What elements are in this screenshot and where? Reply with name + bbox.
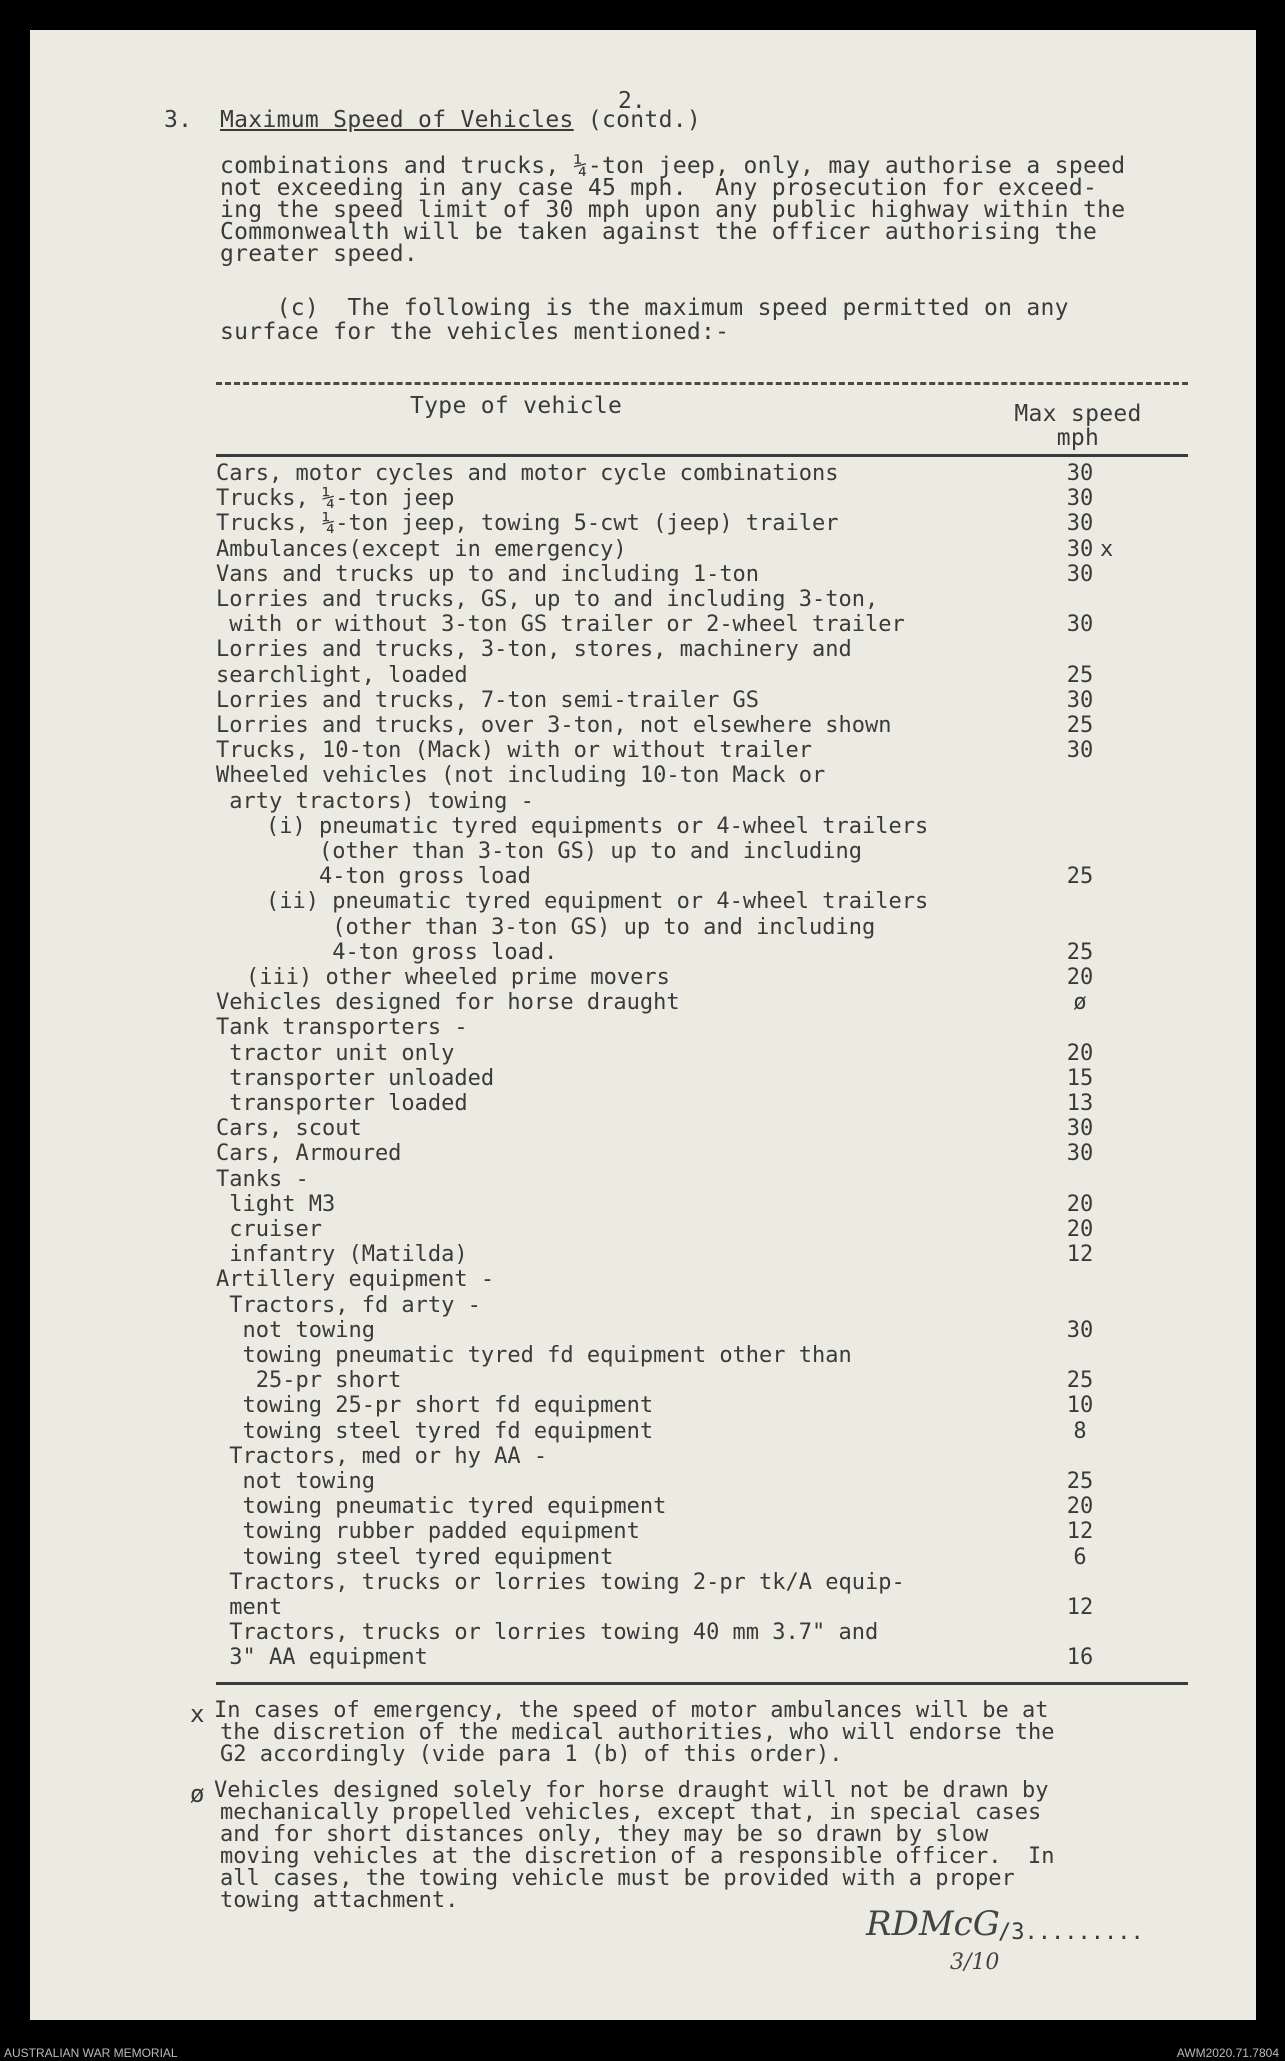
intro-line: ing the speed limit of 30 mph upon any public highway within the <box>220 197 1126 223</box>
vehicle-type: Tractors, fd arty - <box>216 1293 481 1318</box>
paragraph-c-line: surface for the vehicles mentioned:- <box>220 319 730 345</box>
table-row <box>30 1243 1256 1267</box>
table-row <box>30 664 1256 688</box>
table-row <box>30 563 1256 587</box>
intro-line: combinations and trucks, ¼-ton jeep, only, may authorise a speed <box>220 153 1126 179</box>
intro-line: Commonwealth will be taken against the officer authorising the <box>220 219 1098 245</box>
page-number: 2. <box>618 88 646 114</box>
archive-credit: AUSTRALIAN WAR MEMORIAL <box>4 2046 178 2060</box>
max-speed: 12 <box>1066 1242 1094 1267</box>
paragraph-c-line: (c) The following is the maximum speed permitted on any <box>220 295 1069 321</box>
footnote-line: all cases, the towing vehicle must be provided with a proper <box>220 1866 1015 1891</box>
vehicle-type: searchlight, loaded <box>216 663 468 688</box>
table-row <box>30 1596 1256 1620</box>
footnote-line: and for short distances only, they may be so drawn by slow <box>220 1822 989 1847</box>
signature-date: 3/10 <box>950 1950 1000 1975</box>
table-row <box>30 714 1256 738</box>
max-speed: 30 <box>1066 511 1094 536</box>
max-speed: 30 <box>1066 1318 1094 1343</box>
table-row <box>30 966 1256 990</box>
table-row <box>30 1546 1256 1570</box>
table-row <box>30 941 1256 965</box>
max-speed: 20 <box>1066 1494 1094 1519</box>
max-speed: 30 <box>1066 1116 1094 1141</box>
vehicle-type: tractor unit only <box>216 1041 455 1066</box>
vehicle-type: towing steel tyred fd equipment <box>216 1419 654 1444</box>
footnote-line: Vehicles designed solely for horse draught will not be drawn by <box>214 1778 1049 1803</box>
section-number: 3. <box>164 107 193 133</box>
table-row <box>30 538 1256 562</box>
vehicle-type: towing pneumatic tyred fd equipment other than <box>216 1343 852 1368</box>
max-speed: 25 <box>1066 940 1094 965</box>
table-row <box>30 1193 1256 1217</box>
vehicle-type: (iii) other wheeled prime movers <box>246 965 670 990</box>
section-suffix: (contd.) <box>587 107 702 133</box>
vehicle-type: ment <box>216 1595 283 1620</box>
table-row <box>30 739 1256 763</box>
vehicle-type: Artillery equipment - <box>216 1267 495 1292</box>
max-speed: 30 <box>1066 1141 1094 1166</box>
table-row <box>30 1218 1256 1242</box>
vehicle-type: 25-pr short <box>216 1368 402 1393</box>
max-speed: 25 <box>1066 713 1094 738</box>
max-speed: 12 <box>1066 1519 1094 1544</box>
table-row <box>30 1016 1256 1040</box>
table-row <box>30 1142 1256 1166</box>
table-row <box>30 1369 1256 1393</box>
max-speed: 20 <box>1066 1217 1094 1242</box>
max-speed: 30 <box>1066 461 1094 486</box>
max-speed: 25 <box>1066 1368 1094 1393</box>
max-speed: 6 <box>1073 1545 1087 1570</box>
vehicle-type: Cars, Armoured <box>216 1141 402 1166</box>
max-speed: 20 <box>1066 965 1094 990</box>
max-speed: 16 <box>1066 1645 1094 1670</box>
vehicle-type: towing steel tyred equipment <box>216 1545 614 1570</box>
vehicle-type: 4-ton gross load <box>266 864 531 889</box>
vehicle-type: infantry (Matilda) <box>216 1242 468 1267</box>
section-title-text: Maximum Speed of Vehicles <box>220 107 574 133</box>
vehicle-type: (other than 3-ton GS) up to and including <box>266 839 863 864</box>
table-row <box>30 790 1256 814</box>
table-row <box>30 613 1256 637</box>
vehicle-type: not towing <box>216 1318 375 1343</box>
footnote-line: the discretion of the medical authorities, who will endorse the <box>220 1720 1055 1745</box>
table-row <box>30 991 1256 1015</box>
vehicle-type: 4-ton gross load. <box>266 940 558 965</box>
column-header-type: Type of vehicle <box>410 393 623 419</box>
table-row <box>30 890 1256 914</box>
vehicle-type: Tractors, trucks or lorries towing 2-pr tk/A equip- <box>216 1570 905 1595</box>
max-speed: 30 <box>1066 537 1094 562</box>
max-speed: 30 <box>1066 562 1094 587</box>
vehicle-type: towing 25-pr short fd equipment <box>216 1393 654 1418</box>
vehicle-type: Cars, motor cycles and motor cycle combinations <box>216 461 839 486</box>
table-row <box>30 1042 1256 1066</box>
table-row <box>30 1117 1256 1141</box>
table-row <box>30 1495 1256 1519</box>
table-row <box>30 1520 1256 1544</box>
table-row <box>30 916 1256 940</box>
footnote-line: towing attachment. <box>220 1888 459 1913</box>
table-top-rule <box>216 382 1188 385</box>
vehicle-type: Trucks, ¼-ton jeep <box>216 486 455 511</box>
table-row <box>30 1294 1256 1318</box>
table-row <box>30 588 1256 612</box>
max-speed: 25 <box>1066 864 1094 889</box>
vehicle-type: Vans and trucks up to and including 1-ton <box>216 562 760 587</box>
section-title <box>220 108 701 132</box>
vehicle-type: Lorries and trucks, 7-ton semi-trailer GS <box>216 688 760 713</box>
vehicle-type: Ambulances(except in emergency) <box>216 537 627 562</box>
max-speed: 20 <box>1066 1041 1094 1066</box>
table-row <box>30 1344 1256 1368</box>
max-speed: ø <box>1073 990 1087 1015</box>
footnote-line: In cases of emergency, the speed of motor ambulances will be at <box>214 1698 1049 1723</box>
max-speed: 25 <box>1066 1469 1094 1494</box>
signature-initials: RDMcG <box>866 1904 1000 1944</box>
vehicle-type: Trucks, ¼-ton jeep, towing 5-cwt (jeep) trailer <box>216 511 839 536</box>
continuation-marker: /3......... <box>998 1920 1144 1945</box>
max-speed: 13 <box>1066 1091 1094 1116</box>
table-row <box>30 638 1256 662</box>
vehicle-type: (other than 3-ton GS) up to and including <box>266 915 876 940</box>
table-row <box>30 1319 1256 1343</box>
max-speed: 30 <box>1066 738 1094 763</box>
table-bottom-rule <box>216 1682 1188 1685</box>
table-row <box>30 1445 1256 1469</box>
max-speed: 12 <box>1066 1595 1094 1620</box>
vehicle-type: Tractors, trucks or lorries towing 40 mm 3.7" and <box>216 1620 879 1645</box>
max-speed: 30 <box>1066 486 1094 511</box>
table-row <box>30 487 1256 511</box>
vehicle-type: (ii) pneumatic tyred equipment or 4-wheel trailers <box>266 889 929 914</box>
vehicle-type: cruiser <box>216 1217 322 1242</box>
vehicle-type: not towing <box>216 1469 375 1494</box>
table-row <box>30 764 1256 788</box>
footnote-reference: x <box>1100 537 1114 562</box>
footnote-line: mechanically propelled vehicles, except that, in special cases <box>220 1800 1042 1825</box>
archive-reference: AWM2020.71.7804 <box>1176 2046 1279 2060</box>
footnote-line: moving vehicles at the discretion of a responsible officer. In <box>220 1844 1055 1869</box>
vehicle-type: Tank transporters - <box>216 1015 468 1040</box>
vehicle-type: Cars, scout <box>216 1116 362 1141</box>
vehicle-type: transporter unloaded <box>216 1066 495 1091</box>
vehicle-type: towing pneumatic tyred equipment <box>216 1494 667 1519</box>
max-speed: 10 <box>1066 1393 1094 1418</box>
header-rule <box>216 454 1188 457</box>
vehicle-type: Lorries and trucks, GS, up to and including 3-ton, <box>216 587 879 612</box>
max-speed: 25 <box>1066 663 1094 688</box>
vehicle-type: Lorries and trucks, over 3-ton, not elsewhere shown <box>216 713 892 738</box>
vehicle-type: Tractors, med or hy AA - <box>216 1444 548 1469</box>
table-row <box>30 1646 1256 1670</box>
table-row <box>30 1268 1256 1292</box>
vehicle-type: with or without 3-ton GS trailer or 2-wheel trailer <box>216 612 905 637</box>
table-row <box>30 1168 1256 1192</box>
table-row <box>30 1420 1256 1444</box>
vehicle-type: 3" AA equipment <box>216 1645 428 1670</box>
vehicle-type: Lorries and trucks, 3-ton, stores, machinery and <box>216 637 852 662</box>
max-speed: 30 <box>1066 612 1094 637</box>
table-row <box>30 1092 1256 1116</box>
vehicle-type: Tanks - <box>216 1167 309 1192</box>
vehicle-type: transporter loaded <box>216 1091 468 1116</box>
intro-line: not exceeding in any case 45 mph. Any prosecution for exceed- <box>220 175 1098 201</box>
vehicle-type: towing rubber padded equipment <box>216 1519 640 1544</box>
table-row <box>30 512 1256 536</box>
vehicle-type: Wheeled vehicles (not including 10-ton Mack or <box>216 763 826 788</box>
vehicle-type: light M3 <box>216 1192 336 1217</box>
vehicle-type: Vehicles designed for horse draught <box>216 990 680 1015</box>
footnote-mark: x <box>190 1700 205 1728</box>
table-row <box>30 1394 1256 1418</box>
table-row <box>30 865 1256 889</box>
footnote-mark: ø <box>190 1780 205 1808</box>
table-row <box>30 815 1256 839</box>
vehicle-type: (i) pneumatic tyred equipments or 4-wheel trailers <box>266 814 929 839</box>
max-speed: 20 <box>1066 1192 1094 1217</box>
table-row <box>30 1067 1256 1091</box>
table-row <box>30 840 1256 864</box>
max-speed: 15 <box>1066 1066 1094 1091</box>
footnote-line: G2 accordingly (vide para 1 (b) of this order). <box>220 1742 843 1767</box>
table-row <box>30 1470 1256 1494</box>
vehicle-type: Trucks, 10-ton (Mack) with or without trailer <box>216 738 813 763</box>
document-page <box>30 30 1256 2020</box>
table-row <box>30 1621 1256 1645</box>
vehicle-type: arty tractors) towing - <box>216 789 534 814</box>
max-speed: 8 <box>1073 1419 1087 1444</box>
column-header-speed: Max speed mph <box>1014 401 1142 451</box>
table-row <box>30 689 1256 713</box>
table-row <box>30 1571 1256 1595</box>
table-row <box>30 462 1256 486</box>
intro-line: greater speed. <box>220 241 419 267</box>
max-speed: 30 <box>1066 688 1094 713</box>
